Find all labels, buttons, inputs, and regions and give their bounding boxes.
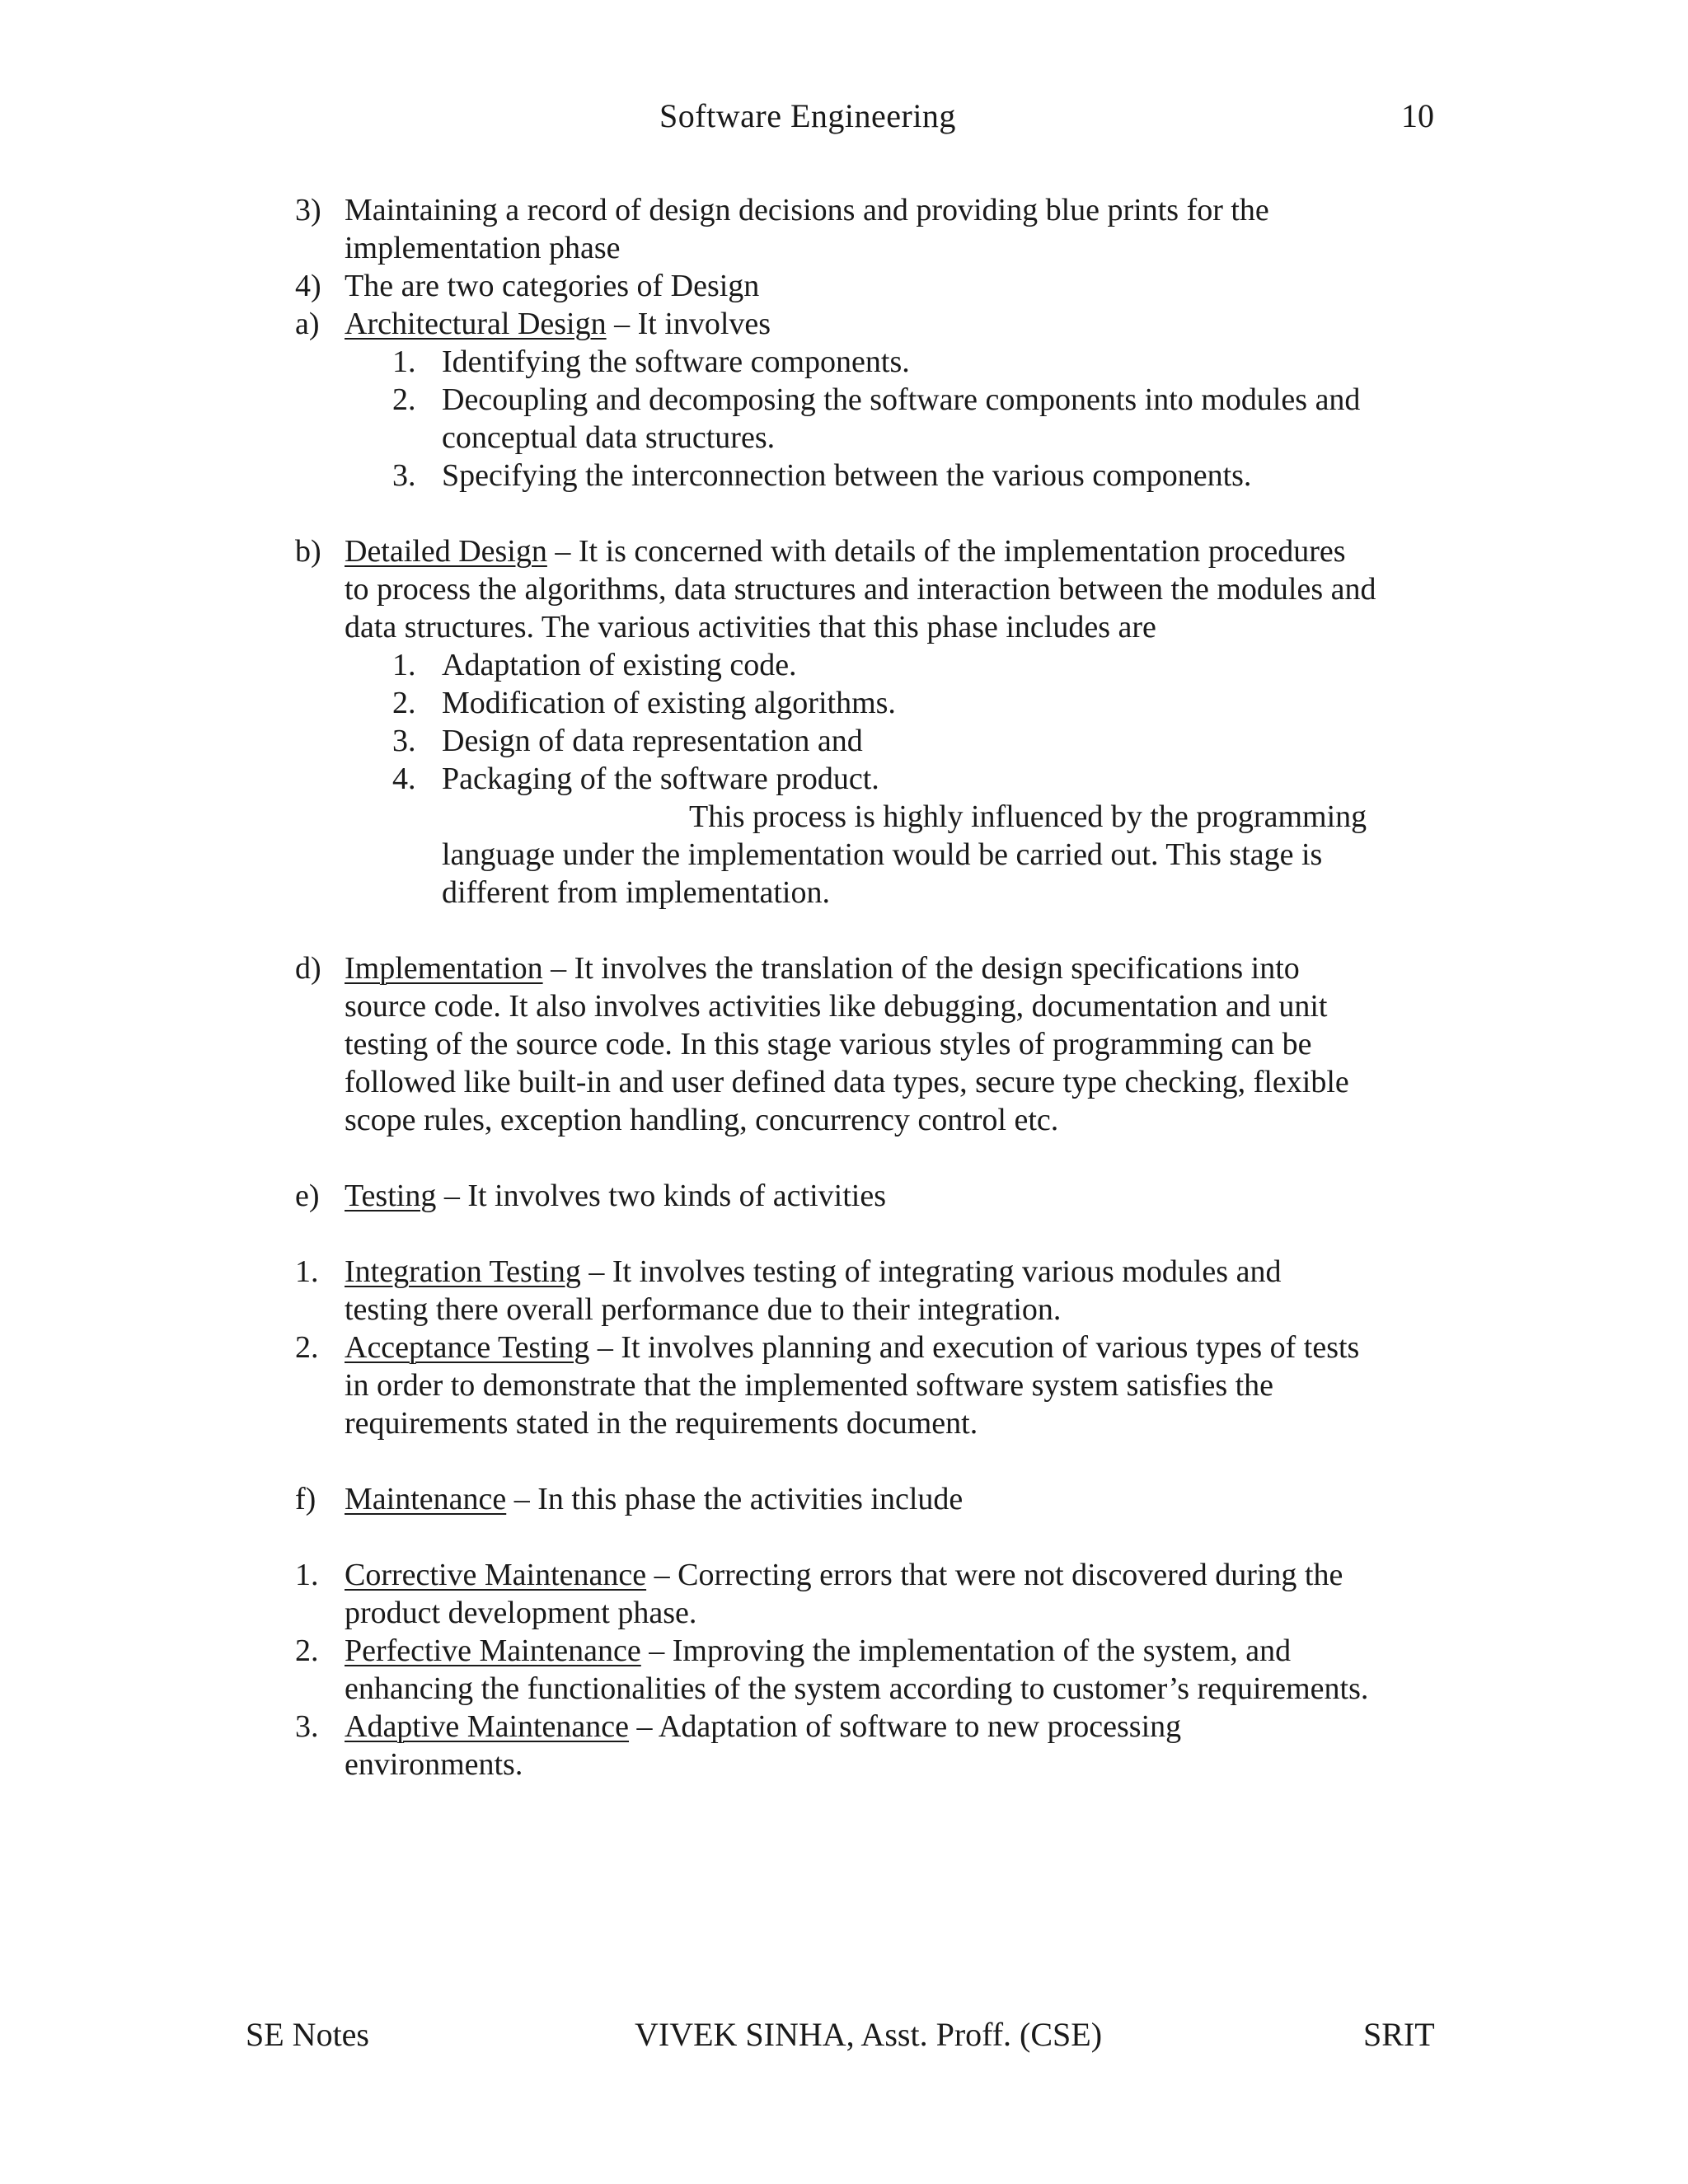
- item-text: – Improving the implementation of the system, and: [640, 1633, 1292, 1668]
- section-text: followed like built-in and user defined data types, secure type checking, flexible: [345, 1065, 1349, 1099]
- list-item-continuation: [0, 1594, 1688, 1632]
- section-architectural-design: [0, 305, 1688, 343]
- list-item-continuation: [0, 1366, 1688, 1404]
- sub-list-marker: 3.: [392, 458, 416, 493]
- section-text-line: [0, 1101, 1688, 1139]
- paragraph-text: language under the implementation would be carried out. This stage is: [442, 837, 1323, 872]
- section-text-line: [0, 1063, 1688, 1101]
- item-text: testing there overall performance due to their integration.: [345, 1292, 1062, 1327]
- section-text-line: [0, 1025, 1688, 1063]
- list-item-continuation: [0, 1291, 1688, 1329]
- list-item: [0, 267, 1688, 305]
- item-text: enhancing the functionalities of the system according to customer’s requirements.: [345, 1671, 1369, 1706]
- list-item: [0, 1253, 1688, 1291]
- list-text: implementation phase: [345, 231, 621, 265]
- sub-list-text: conceptual data structures.: [442, 420, 776, 455]
- list-marker: 4): [295, 269, 321, 303]
- list-marker: e): [295, 1179, 320, 1213]
- sub-list-text: Adaptation of existing code.: [442, 648, 797, 682]
- section-text: scope rules, exception handling, concurrency control etc.: [345, 1103, 1059, 1137]
- sub-list-marker: 2.: [392, 382, 416, 417]
- section-text: data structures. The various activities that this phase includes are: [345, 610, 1156, 644]
- sub-list-text: Design of data representation and: [442, 724, 863, 758]
- section-heading: Implementation: [345, 951, 543, 986]
- sub-list-marker: 1.: [392, 344, 416, 379]
- section-detailed-design: [0, 532, 1688, 570]
- list-item: [0, 1329, 1688, 1366]
- paragraph-text: different from implementation.: [442, 875, 830, 910]
- footer-right-text: SRIT: [1363, 2016, 1435, 2053]
- paragraph-text: This process is highly influenced by the programming: [689, 799, 1367, 834]
- paragraph-line: [0, 798, 1688, 836]
- page-title: Software Engineering: [659, 97, 956, 134]
- list-item: [0, 1708, 1688, 1746]
- item-text: – It involves planning and execution of various types of tests: [589, 1330, 1360, 1365]
- item-text: – It involves testing of integrating various modules and: [580, 1254, 1282, 1289]
- sub-list-text: Packaging of the software product.: [442, 762, 879, 796]
- section-text: source code. It also involves activities like debugging, documentation and unit: [345, 989, 1328, 1024]
- list-item: [0, 1632, 1688, 1670]
- sub-list-item: [0, 722, 1688, 760]
- item-heading: Acceptance Testing: [345, 1330, 590, 1365]
- list-marker: 1.: [295, 1558, 319, 1592]
- list-text: The are two categories of Design: [345, 269, 760, 303]
- list-marker: f): [295, 1482, 316, 1516]
- page-body: [0, 191, 1688, 1783]
- list-marker: 2.: [295, 1330, 319, 1365]
- item-text: in order to demonstrate that the implemented software system satisfies the: [345, 1368, 1274, 1403]
- list-item-continuation: [0, 1670, 1688, 1708]
- list-item-continuation: [0, 229, 1688, 267]
- sub-list-item: [0, 684, 1688, 722]
- list-marker: 1.: [295, 1254, 319, 1289]
- list-marker: 3): [295, 193, 321, 227]
- list-item: [0, 1556, 1688, 1594]
- item-text: environments.: [345, 1747, 523, 1782]
- sub-list-item-continuation: [0, 419, 1688, 457]
- section-text: – It involves the translation of the design specifications into: [542, 951, 1300, 986]
- section-text: – In this phase the activities include: [506, 1482, 964, 1516]
- sub-list-text: Identifying the software components.: [442, 344, 910, 379]
- item-heading: Perfective Maintenance: [345, 1633, 641, 1668]
- paragraph-line: [0, 836, 1688, 874]
- list-marker: a): [295, 307, 320, 341]
- section-text: – It involves: [606, 307, 771, 341]
- item-text: – Correcting errors that were not discovered during the: [646, 1558, 1343, 1592]
- sub-list-item: [0, 760, 1688, 798]
- section-heading: Testing: [345, 1179, 437, 1213]
- list-item: [0, 191, 1688, 229]
- item-text: – Adaptation of software to new processing: [629, 1709, 1182, 1744]
- section-text: testing of the source code. In this stage various styles of programming can be: [345, 1027, 1312, 1062]
- item-heading: Adaptive Maintenance: [345, 1709, 630, 1744]
- list-item-continuation: [0, 1746, 1688, 1783]
- sub-list-item: [0, 343, 1688, 381]
- footer-author: VIVEK SINHA, Asst. Proff. (CSE): [635, 2016, 1103, 2053]
- sub-list-item: [0, 381, 1688, 419]
- section-text: – It is concerned with details of the implementation procedures: [546, 534, 1346, 569]
- section-heading: Maintenance: [345, 1482, 507, 1516]
- item-text: product development phase.: [345, 1596, 697, 1630]
- list-marker: d): [295, 951, 321, 986]
- section-heading: Detailed Design: [345, 534, 547, 569]
- sub-list-item: [0, 646, 1688, 684]
- section-testing: [0, 1177, 1688, 1215]
- section-heading: Architectural Design: [345, 307, 607, 341]
- section-text-line: [0, 570, 1688, 608]
- section-text-line: [0, 987, 1688, 1025]
- section-text-line: [0, 608, 1688, 646]
- item-heading: Corrective Maintenance: [345, 1558, 647, 1592]
- paragraph-line: [0, 874, 1688, 912]
- section-text: – It involves two kinds of activities: [436, 1179, 886, 1213]
- sub-list-text: Decoupling and decomposing the software components into modules and: [442, 382, 1361, 417]
- page-number: 10: [1401, 97, 1434, 134]
- footer-left-text: SE Notes: [246, 2016, 369, 2053]
- list-item-continuation: [0, 1404, 1688, 1442]
- section-maintenance: [0, 1480, 1688, 1518]
- item-text: requirements stated in the requirements document.: [345, 1406, 978, 1441]
- sub-list-marker: 4.: [392, 762, 416, 796]
- item-heading: Integration Testing: [345, 1254, 581, 1289]
- sub-list-marker: 1.: [392, 648, 416, 682]
- list-text: Maintaining a record of design decisions and providing blue prints for the: [345, 193, 1269, 227]
- list-marker: 3.: [295, 1709, 319, 1744]
- sub-list-marker: 3.: [392, 724, 416, 758]
- sub-list-text: Modification of existing algorithms.: [442, 686, 896, 720]
- sub-list-text: Specifying the interconnection between the various components.: [442, 458, 1252, 493]
- section-implementation: [0, 949, 1688, 987]
- list-marker: b): [295, 534, 321, 569]
- section-text: to process the algorithms, data structures and interaction between the modules and: [345, 572, 1376, 607]
- sub-list-marker: 2.: [392, 686, 416, 720]
- sub-list-item: [0, 457, 1688, 494]
- list-marker: 2.: [295, 1633, 319, 1668]
